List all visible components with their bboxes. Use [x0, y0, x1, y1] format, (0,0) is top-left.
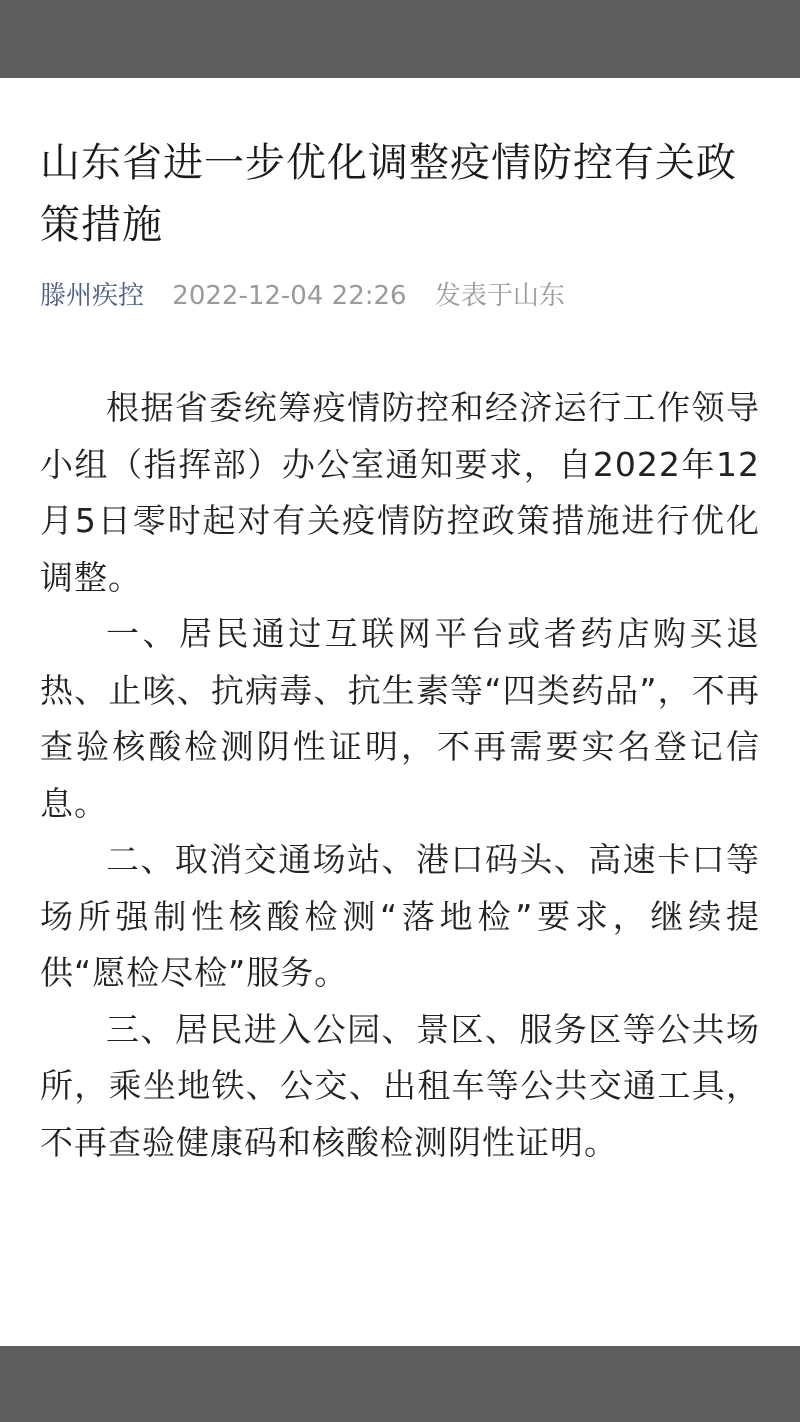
article-title: 山东省进一步优化调整疫情防控有关政策措施 [40, 140, 737, 248]
paragraph-item-1: 一、居民通过互联网平台或者药店购买退热、止咳、抗病毒、抗生素等“四类药品”，不再查验核酸检测阴性证明，不再需要实名登记信息。 [40, 614, 760, 823]
article-body [40, 380, 760, 1171]
paragraph-intro: 根据省委统筹疫情防控和经济运行工作领导小组（指挥部）办公室通知要求，自2022年12月5日零时起对有关疫情防控政策措施进行优化调整。 [40, 388, 760, 597]
publish-location: 发表于山东 [434, 281, 565, 311]
bottom-frame-bar [0, 1346, 800, 1422]
article-meta [40, 276, 565, 316]
paragraph-item-2: 二、取消交通场站、港口码头、高速卡口等场所强制性核酸检测“落地检”要求，继续提供“愿检尽检”服务。 [40, 840, 760, 992]
source-account-link[interactable]: 滕州疾控 [40, 281, 145, 311]
article-container [0, 78, 800, 1346]
publish-datetime: 2022-12-04 22:26 [172, 281, 407, 311]
paragraph-item-3: 三、居民进入公园、景区、服务区等公共场所，乘坐地铁、公交、出租车等公共交通工具，不再查验健康码和核酸检测阴性证明。 [40, 1009, 760, 1162]
top-frame-bar [0, 0, 800, 78]
